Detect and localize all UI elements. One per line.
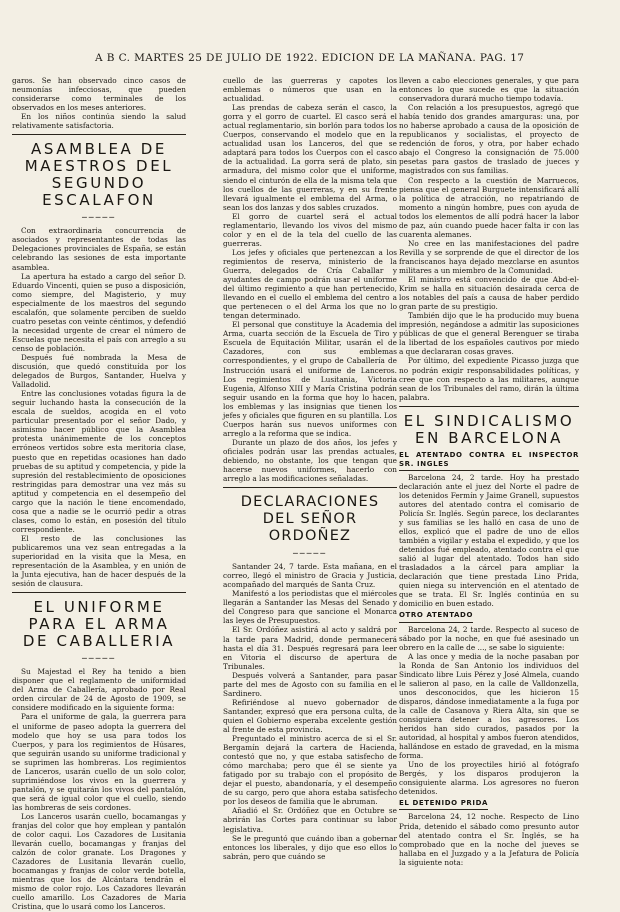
paragraph: Con relación a los presupuestos, agregó que había tenido dos grandes amarguras: una, por no haberse aprobado a causa de la oposición de republicanos y socialistas, el proyecto de redención de foros, y otra, por haber echado abajo el Congreso la consignación de 75.000 pesetas para gastos de traslado de jueces y magistrados con sus familias. bbox=[399, 103, 579, 176]
subheading bbox=[399, 451, 579, 471]
paragraph: Manifestó a los periodistas que el miércoles llegarán a Santander las Mesas del Senado y del Congreso para que sancione el Monarca las leyes de Presupuestos. bbox=[223, 589, 397, 626]
paragraph: Barcelona 24, 12 noche. Respecto de Lino Prida, detenido el sábado como presunto autor del atentado contra el Sr. Inglés, se ha comprobado que en la noche del jueves se hallaba en el Juzgado y a la Jefatura de Policía la siguiente nota: bbox=[399, 812, 579, 867]
paragraph: El gorro de cuartel será el actual reglamentario, llevando los vivos del mismo color y en el de la tela del cuello de las guerreras. bbox=[223, 211, 397, 248]
paragraph: La apertura ha estado a cargo del señor D. Eduardo Vincenti, quien se puso a disposición, como siempre, del Magisterio, y muy especialmente de los maestros del segundo escalafón, que solamente perciben de sueldo cuatro pesetas con veinte céntimos, y defendió la necesidad urgente de crear el número de Escuelas que necesita el país con arreglo a su censo de población. bbox=[12, 271, 186, 353]
paragraph: Barcelona 24, 2 tarde. Respecto al suceso de sábado por la noche, en que fué asesinado un obrero en la calle de ..., se sabe lo siguiente: bbox=[399, 624, 579, 652]
paragraph: Barcelona 24, 2 tarde. Hoy ha prestado declaración ante el juez del Norte el padre de los detenidos Fermín y Jaime Granell, supuestos autores del atentado contra el comisario de Policía Sr. Inglés. Según parece, los declarantes y sus familias se les halló en casa de uno de ellos, explicó que el padre de uno de ellos también a vigilar y estaba el expedido, y que los detenidos fué empleado, atentado contra el que salió al lugar del atentado. Todos han sido trasladados a la cárcel para ampliar la declaración que tiene prestada Lino Prida, quien niega su intervención en el atentado de que se trata. El Sr. Inglés continúa en su domicilio en buen estado. bbox=[399, 472, 579, 609]
subheading bbox=[399, 799, 579, 810]
paragraph: El personal que constituye la Academia del Arma, cuarta sección de la Escuela de Tiro y Escuela de Equitación Militar, usarán el de Cazadores, con sus emblemas correspondientes, y el grupo de Caballería de Instrucción usará el uniforme de Lanceros. Los regimientos de Lusitania, Victoria Eugenia, Alfonso XIII y María Cristina podrán seguir usando en la forma que hoy lo hacen, los emblemas y las insignias que tienen los jefes y oficiales que figuren en su plantilla. Los Cuerpos harán sus nuevos uniformes con arreglo a la reforma que se indica. bbox=[223, 320, 397, 438]
divider bbox=[399, 406, 579, 407]
paragraph: Los Lanceros usarán cuello, bocamangas y franjas del color que hoy emplean y pantalón de color caqui. Los Cazadores de Lusitania llevarán cuello, bocamangas y franjas del calzón de color granate. Los Dragones y Cazadores de Lusitania llevarán cuello, bocamangas y franjas de color verde botella, mientras que los de Alcántara tendrán el mismo de color rojo. Los Cazadores llevarán cuello amarillo. Los Cazadores de Maria Cristina, que lo usará como los Lanceros. bbox=[12, 812, 186, 912]
paragraph: Las prendas de cabeza serán el casco, la gorra y el gorro de cuartel. El casco será el actual reglamentario, sin borlón para todos los Cuerpos, conservando el modelo que en la actualidad usan los Lanceros, del que se adaptará para todos los Cuerpos con el casco de la actualidad. La gorra será de plato, sin armadura, del mismo color que el uniforme, siendo el cinturón de ella de la misma tela que los cuellos de las guerreras, y en su frente llevará igualmente el emblema del Arma, o sean los dos lanzas y dos sables cruzados. bbox=[223, 103, 397, 212]
paragraph: Después volverá a Santander, para pasar parte del mes de Agosto con su familia en el Sardinero. bbox=[223, 670, 397, 698]
column-2 bbox=[223, 76, 397, 861]
paragraph: Con extraordinaria concurrencia de asociados y representantes de todas las Delegaciones provinciales de España, se están celebrando las sesiones de esta importante asamblea. bbox=[12, 226, 186, 272]
paragraph: No cree en las manifestaciones del padre Revilla y se sorprende de que el director de los franciscanos haya dejado mezclarse en asuntos militares a un miembro de la Comunidad. bbox=[399, 238, 579, 275]
paragraph: El ministro está convencido de que Abd-el-Krim se halla en situación desairada cerca de los notables del país a causa de haber perdido gran parte de su prestigio. bbox=[399, 275, 579, 312]
paragraph: Uno de los proyectiles hirió al fotógrafo Bergés, y los disparos produjeron la consiguiente alarma. Los agresores no fueron detenidos. bbox=[399, 760, 579, 797]
ornament: ───── bbox=[81, 654, 117, 664]
divider bbox=[223, 487, 397, 488]
headline-uniforme: EL UNIFORME PARA EL ARMA DE CABALLERIA bbox=[22, 598, 176, 651]
paragraph: Refiriéndose al nuevo gobernador de Santander, expresó que era persona culta, de quien el Gobierno esperaba excelente gestión al frente de esta provincia. bbox=[223, 697, 397, 734]
paragraph: Entre las conclusiones votadas figura la de seguir luchando hasta la consecución de la escala de sueldos, acogida en el voto particular presentado por el señor Dado, y asimismo hacer público que la Asamblea protesta unánimemente de los conceptos erróneos vertidos sobre esta meritoria clase, puesto que en repetidas ocasiones han dado pruebas de su aptitud y competencia, y pide la supresión del restablecimiento de oposiciones restringidas para demostrar una vez más su aptitud y competencia en el desempeño del cargo que la nación le tiene encomendado, cosa que a nadie se le ocurrió pedir a otras clases, como lo están, en posesión del título correspondiente. bbox=[12, 389, 186, 534]
column-3 bbox=[399, 76, 579, 867]
paragraph: También dijo que le ha producido muy buena impresión, negándose a admitir las suposiciones públicas de que el general Berenguer se tiraba la libertad de los españoles cautivos por miedo a que declararan cosas graves. bbox=[399, 311, 579, 357]
paragraph: Preguntado el ministro acerca de si el Sr. Bergamín dejará la cartera de Hacienda, contestó que no, y que estaba satisfecho de cómo marchaba; pero que él se siente ya fatigado por su trabajo con el propósito de dejar el puesto, abandonaría, y el desempeño de su cargo, pero que ahora estaba satisfecho por los deseos de familia que le abruman. bbox=[223, 734, 397, 807]
ornament: ───── bbox=[81, 213, 117, 223]
article-continuation: cuello de las guerreras y capotes los emblemas o números que usan en la actualidad. bbox=[223, 76, 397, 104]
paragraph: Se le preguntó que cuándo iban a gobernar entonces los liberales, y dijo que eso ellos lo sabrán, pero que cuándo se bbox=[223, 833, 397, 861]
divider bbox=[12, 134, 186, 135]
paragraph: Su Majestad el Rey ha tenido a bien disponer que el reglamento de uniformidad del Arma de Caballería, aprobado por Real orden circular de 24 de Agosto de 1909, se considere modificado en la siguiente forma: bbox=[12, 667, 186, 713]
subheading bbox=[399, 611, 579, 622]
paragraph: Añadió el Sr. Ordóñez que en Octubre se abrirán las Cortes para continuar su labor legislativa. bbox=[223, 806, 397, 834]
paragraph: Los jefes y oficiales que pertenezcan a los regimientos de reserva, ministerio de la Guerra, delegados de Cría Caballar y ayudantes de campo podrán usar el uniforme del último regimiento a que han pertenecido, llevando en el cuello el emblema del centro a que pertenecen o el del Arma los que no lo tengan determinado. bbox=[223, 247, 397, 321]
subheading-text: OTRO ATENTADO bbox=[399, 611, 473, 622]
article-continuation: lleven a cabo elecciones generales, y que para entonces lo que sucede es que la situación conservadora durará mucho tiempo todavía. bbox=[399, 76, 579, 104]
paragraph: A las once y media de la noche pasaban por la Ronda de San Antonio los individuos del Sindicato libre Luis Pérez y José Almela, cuando le salieron al paso, en la calle de Valldonzella, unos desconocidos, que les hicieron 15 disparos, dándose inmediatamente a la fuga por la calle de Casanova y Riera Alta, sin que se consiguiera detener a los agresores. Los heridos han sido curados, pasados por la autoridad, al hospital y ambos fueron atendidos, hallándose en estado de gravedad, en la misma forma. bbox=[399, 651, 579, 761]
headline-asamblea: ASAMBLEA DE MAESTROS DEL SEGUNDO ESCALAFON bbox=[24, 140, 174, 210]
paragraph: El Sr. Ordóñez asistirá al acto y saldrá por la tarde para Madrid, donde permanecerá hasta el día 31. Después regresará para leer en Vitoria el discurso de apertura de Tribunales. bbox=[223, 625, 397, 671]
ornament: ───── bbox=[292, 549, 328, 559]
article-continuation: garos. Se han observado cinco casos de neumonías infecciosas, que pueden considerarse como terminales de los observados en los meses anteriores. bbox=[12, 76, 186, 113]
paragraph: El resto de las conclusiones las publicaremos una vez sean entregadas a la superioridad en la visita que la Mesa, en representación de la Asamblea, y en unión de la Junta ejecutiva, han de hacer después de la sesión de clausura. bbox=[12, 533, 186, 589]
page-header: A B C. MARTES 25 DE JULIO DE 1922. EDICION DE LA MAÑANA. PAG. 17 bbox=[95, 52, 525, 64]
paragraph: Con respecto a la cuestión de Marruecos, piensa que el general Burguete intensificará allí la política de atracción, no repatriando de momento a ningún hombre, pues con ayuda de todos los elementos de allí podrá hacer la labor de paz, aún cuando puede hacer falta ir con las cuarenta alemanes. bbox=[399, 175, 579, 239]
subheading-text: EL ATENTADO CONTRA EL INSPECTOR SR. INGLES bbox=[399, 451, 579, 471]
headline-ordonez: DECLARACIONES DEL SEÑOR ORDOÑEZ bbox=[240, 494, 380, 545]
paragraph: Santander 24, 7 tarde. Esta mañana, en el correo, llegó el ministro de Gracia y Justicia, acompañado del marqués de Santa Cruz. bbox=[223, 562, 397, 590]
column-1 bbox=[12, 76, 186, 912]
paragraph: Durante un plazo de dos años, los jefes y oficiales podrán usar las prendas actuales, debiendo, no obstante, los que tengan que hacerse nuevos uniformes, hacerlo con arreglo a las modificaciones señaladas. bbox=[223, 437, 397, 484]
subheading-text: EL DETENIDO PRIDA bbox=[399, 799, 488, 810]
headline-sindicalismo: EL SINDICALISMO EN BARCELONA bbox=[403, 411, 575, 447]
divider bbox=[12, 592, 186, 593]
paragraph: Por último, del expediente Picasso juzga que no podrán exigir responsabilidades políticas, y cree que con respecto a las militares, aunque sean de los Tribunales del ramo, dirán la última palabra. bbox=[399, 356, 579, 402]
article-continuation: En los niños continúa siendo la salud relativamente satisfactoria. bbox=[12, 112, 186, 131]
paragraph: Para el uniforme de gala, la guerrera para el uniforme de paseo adopta la guerrera del modelo que hoy se usa para todos los Cuerpos, y para los regimientos de Húsares, que seguirán usando su uniforme tradicional y se suprimen las hombreras. Los regimientos de Lanceros, usarán cuello de un solo color, suprimiéndose los vivos en la guerrera y pantalón, y se quitarán los vivos del pantalón, que será de igual color que el cuello, siendo las hombreras de seis cordones. bbox=[12, 712, 186, 812]
paragraph: Después fué nombrada la Mesa de discusión, que quedó constituída por los delegados de Burgos, Santander, Huelva y Valladolid. bbox=[12, 352, 186, 390]
